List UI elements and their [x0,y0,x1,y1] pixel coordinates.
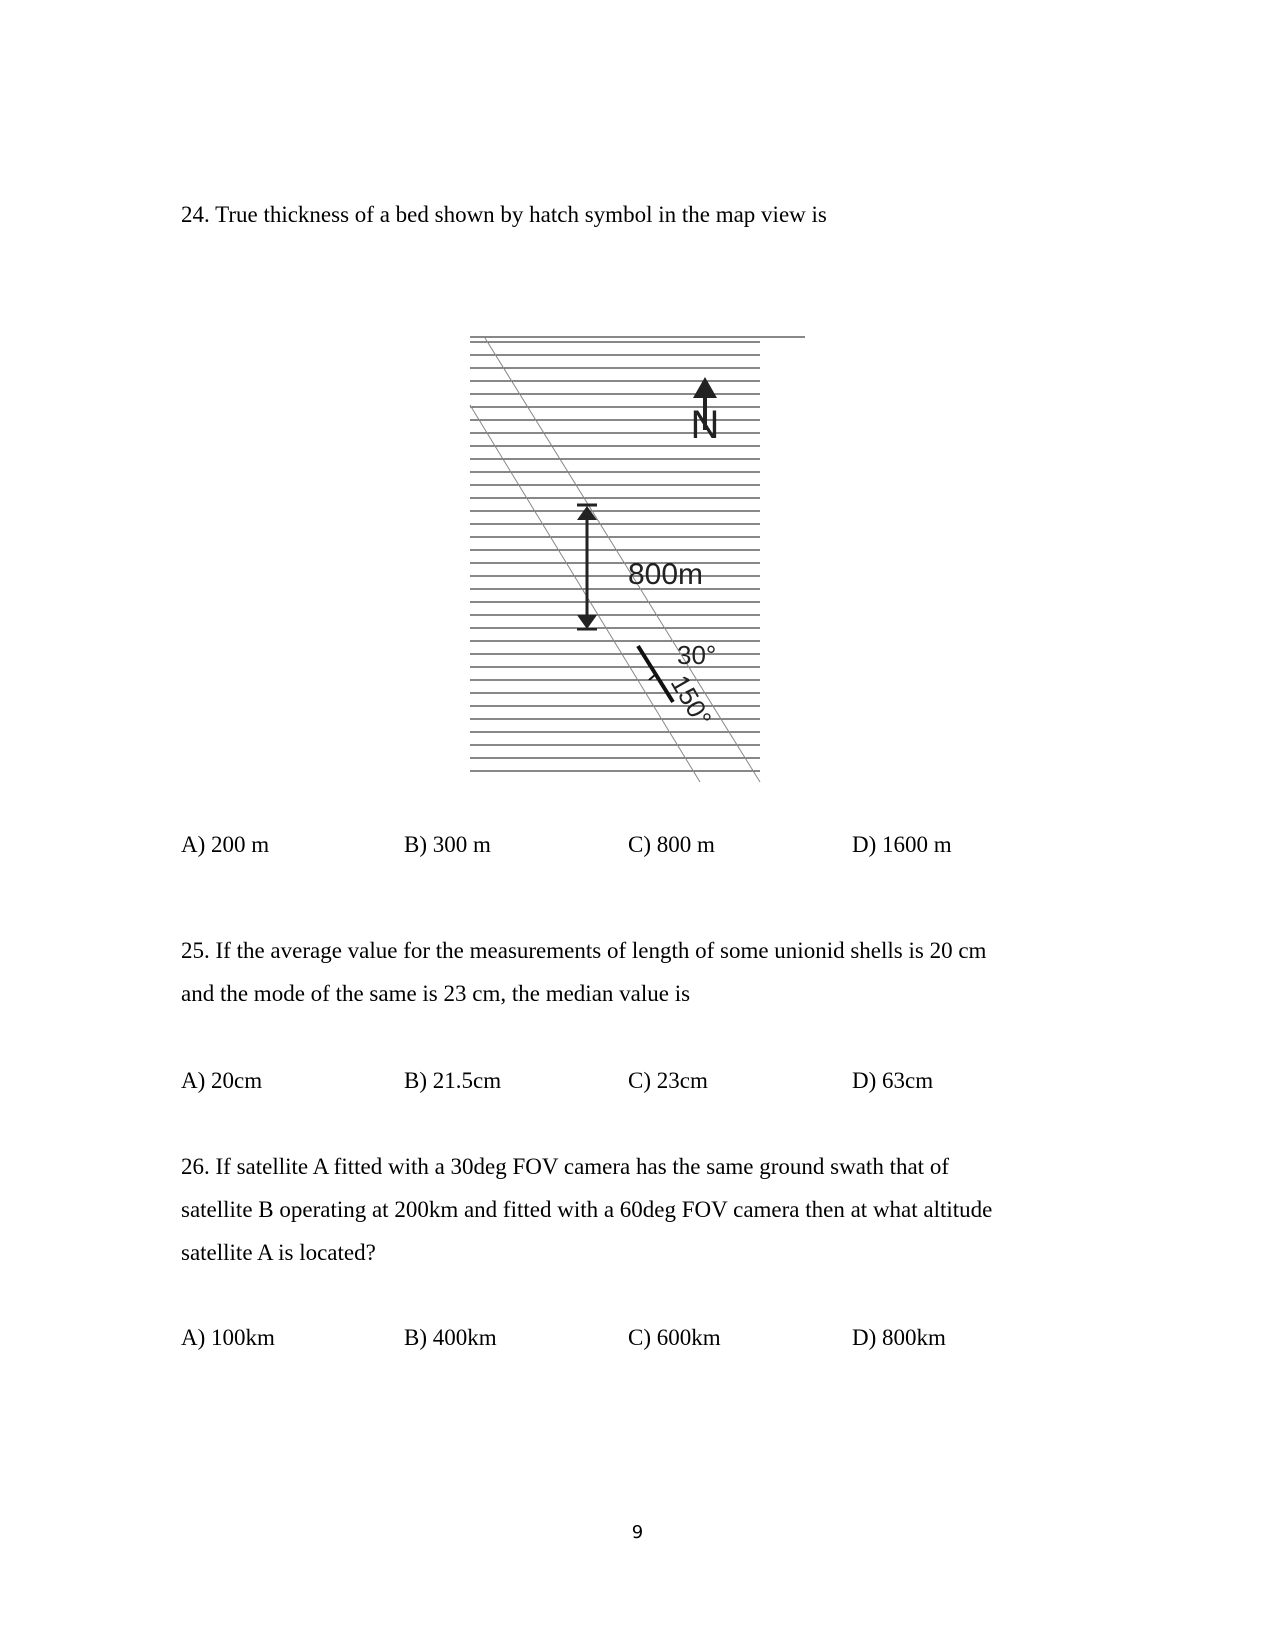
q25-option-d[interactable]: D) 63cm [852,1068,934,1093]
q24-option-a[interactable]: A) 200 m [181,832,270,857]
question-26-text-line-1: 26. If satellite A fitted with a 30deg FOV camera has the same ground swath that of [181,1154,949,1179]
q26-option-b[interactable]: B) 400km [404,1325,497,1350]
question-25-text-line-1: 25. If the average value for the measurements of length of some unionid shells is 20 cm [181,938,987,963]
question-24-text: 24. True thickness of a bed shown by hatch symbol in the map view is [181,202,827,227]
q25-option-c[interactable]: C) 23cm [628,1068,708,1093]
page-number: 9 [631,1522,644,1543]
bed-boundary-lower [470,405,700,782]
q26-option-c[interactable]: C) 600km [628,1325,721,1350]
q26-option-d[interactable]: D) 800km [852,1325,946,1350]
q24-option-b[interactable]: B) 300 m [404,832,491,857]
map-view-figure [460,330,820,790]
question-26-text-line-2: satellite B operating at 200km and fitted with a 60deg FOV camera then at what altitude [181,1197,993,1222]
question-25-text-line-2: and the mode of the same is 23 cm, the median value is [181,981,691,1006]
distance-label: 800m [628,558,704,591]
dip-angle-label: 30° [677,640,717,670]
q24-option-d[interactable]: D) 1600 m [852,832,952,857]
hatch-map-diagram [460,330,820,790]
question-26-text-line-3: satellite A is located? [181,1240,376,1265]
q25-option-a[interactable]: A) 20cm [181,1068,263,1093]
q26-option-a[interactable]: A) 100km [181,1325,275,1350]
q24-option-c[interactable]: C) 800 m [628,832,715,857]
north-label: N [690,403,720,447]
strike-angle-label: 150° [664,670,718,732]
q25-option-b[interactable]: B) 21.5cm [404,1068,502,1093]
